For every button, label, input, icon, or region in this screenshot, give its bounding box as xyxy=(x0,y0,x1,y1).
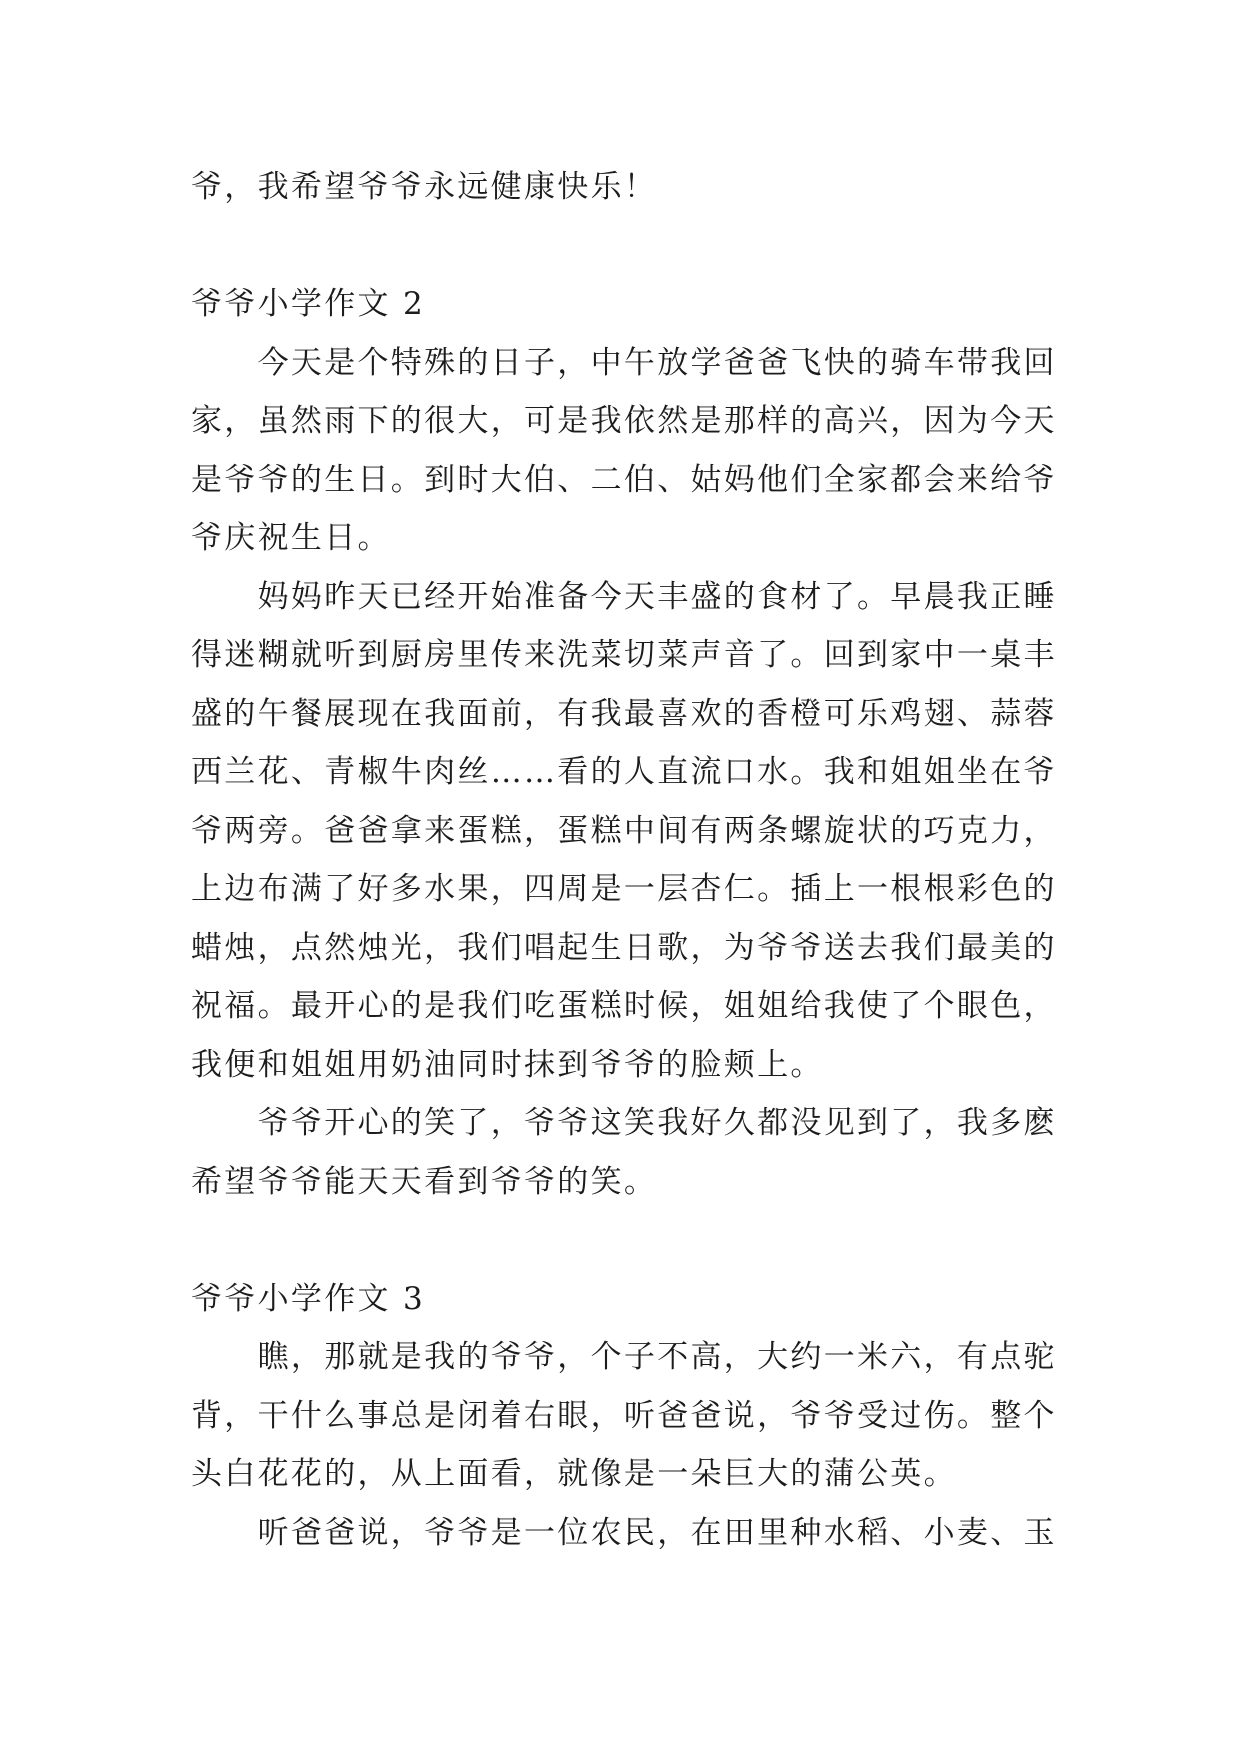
paragraph-line: 头白花花的，从上面看，就像是一朵巨大的蒲公英。 xyxy=(191,1456,957,1492)
blank-line xyxy=(191,217,1111,276)
paragraph xyxy=(191,334,1111,568)
paragraph-line: 祝福。最开心的是我们吃蛋糕时候，姐姐给我使了个眼色， xyxy=(191,988,1057,1024)
blank-line xyxy=(191,1211,1111,1270)
paragraph-line: 上边布满了好多水果，四周是一层杏仁。插上一根根彩色的 xyxy=(191,871,1057,907)
paragraph-line: 是爷爷的生日。到时大伯、二伯、姑妈他们全家都会来给爷 xyxy=(191,461,1057,498)
paragraph-line: 今天是个特殊的日子，中午放学爸爸飞快的骑车带我回 xyxy=(257,344,1057,381)
lead-line: 爷，我希望爷爷永远健康快乐！ xyxy=(191,169,658,205)
paragraph xyxy=(191,1094,1111,1211)
paragraph-line: 爷庆祝生日。 xyxy=(191,520,391,556)
essay-section-2 xyxy=(191,275,1111,1211)
section-title: 爷爷小学作文 2 xyxy=(191,286,425,322)
paragraph-line: 听爸爸说，爷爷是一位农民，在田里种水稻、小麦、玉 xyxy=(257,1514,1057,1551)
paragraph xyxy=(191,568,1111,1095)
paragraph xyxy=(191,1328,1111,1504)
paragraph-line: 爷爷开心的笑了，爷爷这笑我好久都没见到了，我多麽 xyxy=(257,1105,1057,1141)
paragraph-line: 背，干什么事总是闭着右眼，听爸爸说，爷爷受过伤。整个 xyxy=(191,1397,1057,1434)
paragraph-line: 瞧，那就是我的爷爷，个子不高，大约一米六，有点驼 xyxy=(257,1339,1057,1375)
paragraph-line: 家，虽然雨下的很大，可是我依然是那样的高兴，因为今天 xyxy=(191,403,1057,439)
paragraph-line: 得迷糊就听到厨房里传来洗菜切菜声音了。回到家中一桌丰 xyxy=(191,637,1057,673)
paragraph-line: 妈妈昨天已经开始准备今天丰盛的食材了。早晨我正睡 xyxy=(257,578,1057,615)
paragraph-line: 西兰花、青椒牛肉丝……看的人直流口水。我和姐姐坐在爷 xyxy=(191,754,1057,790)
paragraph-line: 盛的午餐展现在我面前，有我最喜欢的香橙可乐鸡翅、蒜蓉 xyxy=(191,695,1057,732)
section-title: 爷爷小学作文 3 xyxy=(191,1280,425,1317)
paragraph-line: 爷两旁。爸爸拿来蛋糕，蛋糕中间有两条螺旋状的巧克力， xyxy=(191,812,1057,849)
paragraph-line: 希望爷爷能天天看到爷爷的笑。 xyxy=(191,1163,658,1200)
essay-section-3 xyxy=(191,1270,1111,1563)
paragraph-line: 我便和姐姐用奶油同时抹到爷爷的脸颊上。 xyxy=(191,1046,824,1083)
document-body xyxy=(191,158,1111,1562)
paragraph-line: 蜡烛，点然烛光，我们唱起生日歌，为爷爷送去我们最美的 xyxy=(191,929,1057,966)
paragraph xyxy=(191,1504,1111,1563)
